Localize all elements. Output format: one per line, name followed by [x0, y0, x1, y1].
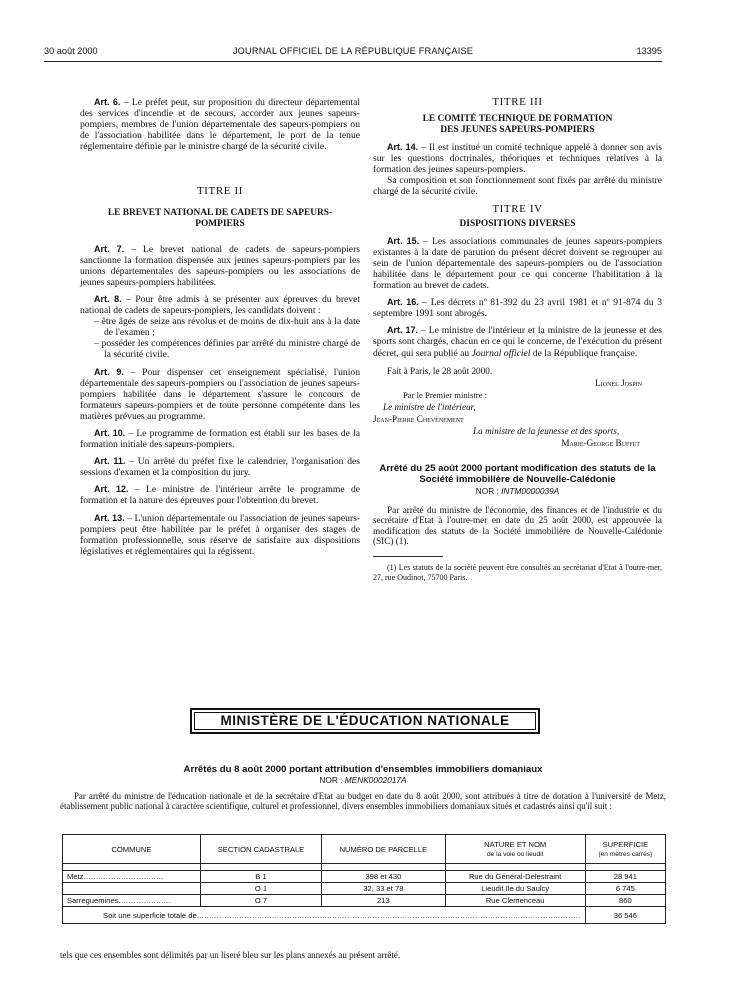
- article-label: Art. 12.: [94, 484, 129, 495]
- ministry-banner: [190, 708, 540, 734]
- arrete-text: Par arrêté du ministre de l'économie, des finances et de l'industrie et du secrétaire d'Etat à l'outre-mer en date du 25 août 2000, est approuvée la modification des statuts de la Société immobilière de Nouvelle-Calédonie (SIC) (1).: [373, 504, 662, 547]
- article-12: [80, 484, 360, 506]
- place-date: Fait à Paris, le 28 août 2000.: [387, 365, 493, 376]
- nor-code: INTM0000039A: [501, 485, 560, 496]
- article-10: [80, 428, 360, 450]
- article-text-end: de la République française.: [530, 347, 638, 359]
- table-spacer-row: [63, 864, 666, 871]
- interior-minister-title: Le ministre de l'intérieur,: [383, 401, 476, 412]
- interior-minister-name: Jean-Pierre Chevènement: [373, 413, 464, 424]
- table-row: [63, 883, 666, 895]
- commune-cell: [63, 883, 201, 895]
- titre-4-heading: DISPOSITIONS DIVERSES: [459, 218, 576, 229]
- article-label: Art. 6.: [94, 97, 121, 107]
- titre-3-heading: LE COMITÉ TECHNIQUE DE FORMATION DES JEUNES SAPEURS-POMPIERS: [422, 114, 613, 136]
- decree-intro: Par arrêté du ministre de l'éducation nationale et de la secrétaire d'Etat au budget en date du 8 août 2000, sont attribués à titre de dotation à l'université de Metz, établissement public national à caractère scientifique, culturel et professionnel, divers ensembles immobiliers domaniaux situés et cadastrés ainsi qu'il suit :: [60, 791, 666, 811]
- list-item: – posséder les compétences définies par arrêté du ministre chargé de la sécurité civile.: [94, 338, 360, 361]
- decree-closing: tels que ces ensembles sont délimités par un liseré bleu sur les plans annexés au présent arrêté.: [60, 950, 401, 960]
- decree-block: [60, 764, 666, 811]
- article-text: – Un arrêté du préfet fixe le calendrier, l'organisation des sessions d'examen et la composition du jury.: [80, 456, 361, 479]
- superficie-header-label: SUPERFICIE: [602, 839, 649, 849]
- article-6: [80, 97, 360, 152]
- pm-name: Lionel Jospin: [595, 377, 642, 388]
- article-text: – Le ministre de l'intérieur et la ministre de la jeunesse et des sports sont chargés, chacun en ce qui le concerne, de l'exécution du présent décret, qui sera publié au: [373, 325, 663, 359]
- article-label: Art. 10.: [94, 427, 126, 438]
- article-16: [373, 297, 662, 319]
- article-9: [80, 367, 360, 422]
- decree-nor: [60, 775, 666, 785]
- table-row: [63, 871, 666, 883]
- decree-title: Arrêtés du 8 août 2000 portant attribution d'ensembles immobiliers domaniaux: [183, 764, 543, 775]
- arrete-title: Arrêté du 25 août 2000 portant modification des statuts de la Société immobilière de Nouvelle-Calédonie: [379, 462, 656, 486]
- article-text: – Les décrets nº 81-392 du 23 avril 1981 et nº 91-874 du 3 septembre 1991 sont abrogés.: [373, 297, 662, 320]
- titre-4: TITRE IV: [492, 202, 543, 215]
- article-14: [373, 142, 662, 175]
- nor-label: NOR :: [475, 485, 502, 496]
- superficie-cell: 28 941: [585, 871, 665, 883]
- article-15: [373, 236, 662, 291]
- section-cell: O 1: [200, 883, 321, 895]
- titre-2-heading: LE BREVET NATIONAL DE CADETS DE SAPEURS-POMPIERS: [107, 207, 333, 229]
- article-label: Art. 13.: [94, 512, 125, 523]
- commune-cell: Metz................................: [63, 871, 201, 883]
- article-7: [80, 244, 360, 288]
- signature-block: [373, 365, 662, 449]
- article-8: [80, 294, 360, 316]
- nor-code: MENK0002017A: [344, 775, 407, 785]
- domain-table: [62, 834, 666, 924]
- titre-2: TITRE II: [196, 185, 244, 198]
- article-text: – Pour dispenser cet enseignement spécialisé, l'union départementale des sapeurs-pompiers ou l'association de jeunes sapeurs-pompiers habilitée dans le département s'assure le concours de formateurs sapeurs-pompiers et de toute personne compétente dans les matières prévues au programme.: [80, 366, 360, 422]
- section-cell: O 7: [200, 895, 321, 907]
- column-header-parcelle: NUMÉRO DE PARCELLE: [322, 835, 446, 864]
- article-label: Art. 16.: [387, 297, 419, 308]
- superficie-cell: 6 745: [585, 883, 665, 895]
- article-14-paragraph-2: Sa composition et son fonctionnement sont fixés par arrêté du ministre chargé de la sécurité civile.: [373, 175, 662, 198]
- left-column: [80, 97, 360, 563]
- titre-3: TITRE III: [492, 96, 543, 108]
- parcelle-cell: 398 et 430: [322, 871, 446, 883]
- journal-officiel-italic: Journal officiel: [471, 347, 531, 359]
- article-label: Art. 7.: [94, 243, 125, 254]
- article-text: – Le programme de formation est établi sur les bases de la formation initiale des sapeurs-pompiers.: [80, 427, 360, 451]
- right-column: [373, 97, 662, 582]
- column-header-nature: [445, 835, 585, 864]
- nature-cell: Rue Clemenceau: [445, 895, 585, 907]
- column-header-commune: COMMUNE: [63, 835, 201, 864]
- nature-cell: Rue du Général-Delestraint: [445, 871, 585, 883]
- article-text: – Les associations communales de jeunes sapeurs-pompiers existantes à la date de parution du présent décret doivent se regrouper au sein de l'union départementale des sapeurs-pompiers ou de l'association habilitée dans le département pour ce qui concerne l'habilitation à la formation au brevet de cadets.: [373, 235, 662, 292]
- commune-name: Sarreguemines: [67, 895, 119, 905]
- nor-label: NOR :: [319, 775, 345, 785]
- nature-header-label: NATURE ET NOM: [484, 839, 547, 849]
- arrete-sic: [373, 463, 662, 583]
- table-header-row: [63, 835, 666, 864]
- table-row: [63, 895, 666, 907]
- article-text: – Il est institué un comité technique appelé à donner son avis sur les questions doctrinales, théoriques et techniques relatives à la formation des jeunes sapeurs-pompiers.: [373, 142, 662, 176]
- list-item: – être âgés de seize ans révolus et de moins de dix-huit ans à la date de l'examen ;: [94, 316, 360, 339]
- article-label: Art. 17.: [387, 325, 419, 336]
- arrete-nor: [373, 486, 662, 497]
- commune-cell: Sarreguemines.....................: [63, 895, 201, 907]
- nature-header-sub: de la voie ou lieudit: [486, 850, 544, 858]
- youth-minister-title: La ministre de la jeunesse et des sports,: [473, 425, 620, 436]
- article-text: – Le préfet peut, sur proposition du directeur départemental des services d'incendie et de secours, accorder aux jeunes sapeurs-pompiers, membres de l'union départementale des sapeurs-pompiers ou de l'association habilitée dans le département, le port de la tenue réglementaire définie par le ministre chargé de la sécurité civile.: [80, 97, 360, 153]
- parcelle-cell: 213: [322, 895, 446, 907]
- commune-name: Metz: [67, 871, 84, 881]
- total-value-cell: 36 546: [585, 907, 665, 924]
- article-label: Art. 9.: [94, 366, 124, 377]
- article-text: – L'union départementale ou l'association de jeunes sapeurs-pompiers peut être habilitée par le préfet à organiser des stages de formation professionnelle, sous réserve de satisfaire aux dispositions législatives et réglementaires qui la régissent.: [80, 512, 361, 557]
- article-label: Art. 8.: [94, 293, 122, 304]
- footnote-rule: [373, 556, 443, 557]
- header-page-number: 13395: [636, 46, 662, 56]
- article-label: Art. 14.: [387, 142, 419, 153]
- column-header-section: SECTION CADASTRALE: [200, 835, 321, 864]
- article-17: [373, 325, 662, 358]
- nature-cell: Lieudit Ile du Saulcy: [445, 883, 585, 895]
- parcelle-cell: 32, 33 et 78: [322, 883, 446, 895]
- article-8-list: [80, 316, 360, 360]
- article-text: – Le brevet national de cadets de sapeurs-pompiers sanctionne la formation dispensée aux jeunes sapeurs-pompiers par les unions départementales des sapeurs-pompiers ou les associations de jeunes sapeurs-pompiers habilitées.: [80, 243, 360, 288]
- header-date: 30 août 2000: [44, 46, 98, 56]
- superficie-cell: 860: [585, 895, 665, 907]
- total-label: Soit une superficie totale de: [103, 910, 197, 920]
- article-13: [80, 513, 360, 557]
- article-label: Art. 11.: [94, 456, 126, 467]
- superficie-header-sub: (en mètres carrés): [598, 850, 653, 858]
- section-cell: B 1: [200, 871, 321, 883]
- table-total-row: [63, 907, 666, 924]
- article-text: – Le ministre de l'intérieur arrête le programme de formation et la nature des épreuves pour l'obtention du brevet.: [80, 484, 360, 507]
- column-header-superficie: [585, 835, 665, 864]
- running-head: [44, 46, 662, 58]
- header-journal-title: JOURNAL OFFICIEL DE LA RÉPUBLIQUE FRANÇAISE: [232, 46, 474, 56]
- article-11: [80, 456, 360, 478]
- article-label: Art. 15.: [387, 235, 420, 246]
- footnote: (1) Les statuts de la société peuvent être consultés au secrétariat d'Etat à l'outre-mer, 27, rue Oudinot, 75700 Paris.: [373, 563, 662, 582]
- header-rule: [44, 61, 662, 62]
- ministry-title: MINISTÈRE DE L'ÉDUCATION NATIONALE: [220, 713, 510, 728]
- article-text: – Pour être admis à se présenter aux épreuves du brevet national de cadets de sapeurs-pompiers, les candidats doivent :: [80, 293, 360, 317]
- youth-minister-name: Marie-George Buffet: [561, 437, 640, 448]
- pm-line: Par le Premier ministre :: [403, 389, 488, 400]
- total-label-cell: Soit une superficie totale de.........................................................................................................................................................: [63, 907, 586, 924]
